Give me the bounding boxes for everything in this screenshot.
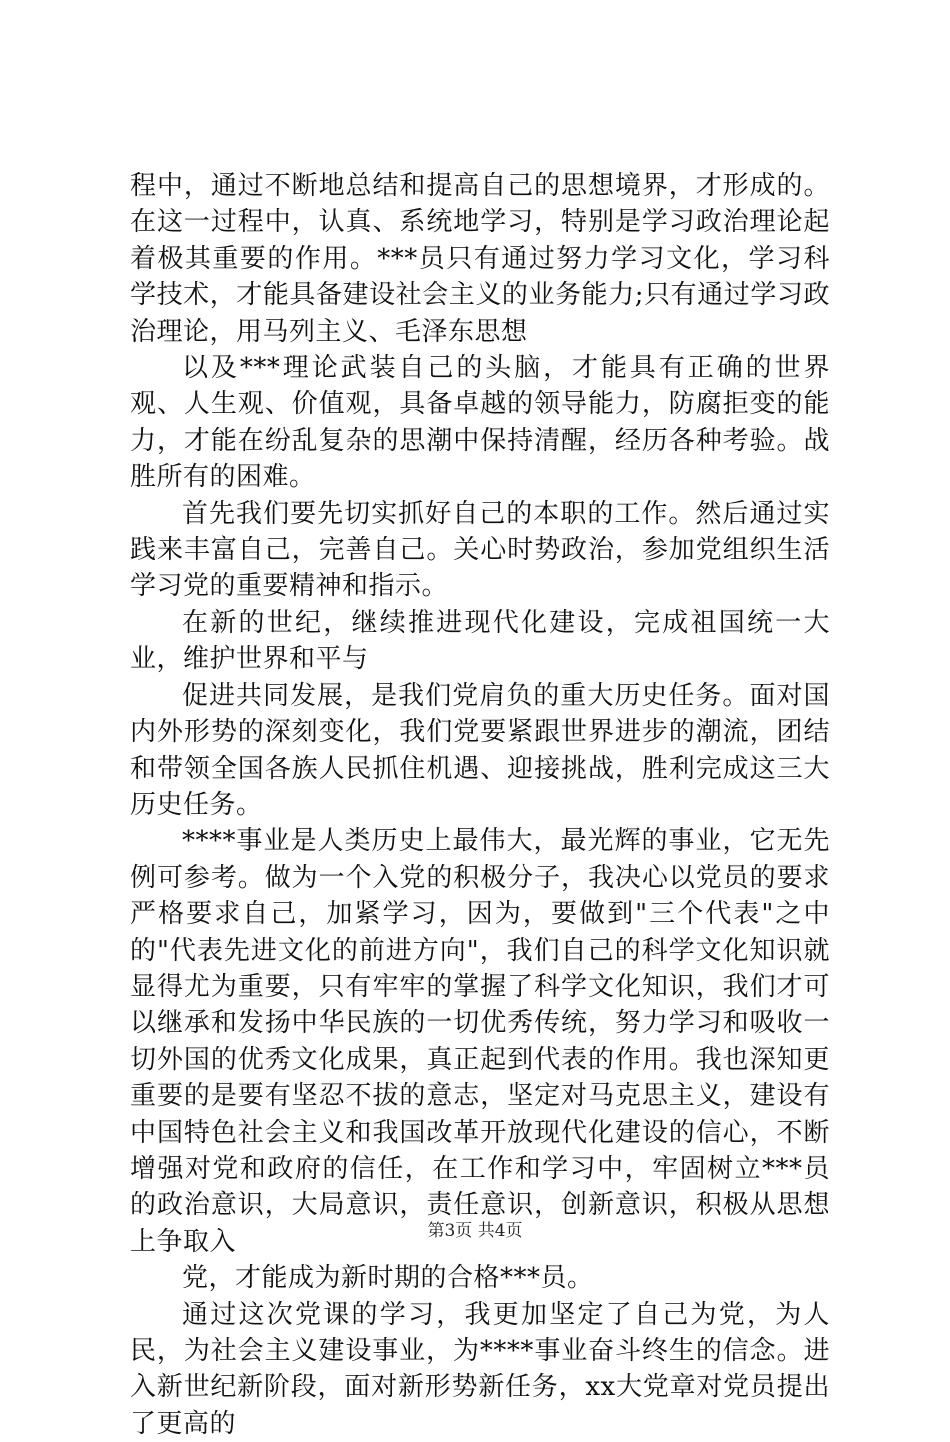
- paragraph-7: 党，才能成为新时期的合格***员。: [182, 1263, 594, 1294]
- document-body: [130, 168, 830, 1442]
- paragraph-6: ****事业是人类历史上最伟大，最光辉的事业，它无先例可参考。做为一个入党的积极分子，我决心以党员的要求严格要求自己，加紧学习，因为，要做到"三个代表"之中的"代表先进文化的前进方向"，我们自己的科学文化知识就显得尤为重要，只有牢牢的掌握了科学文化知识，我们才可以继承和发扬中华民族的一切优秀传统，努力学习和吸收一切外国的优秀文化成果，真正起到代表的作用。我也深知更重要的是要有坚忍不拔的意志，坚定对马克思主义，建设有中国特色社会主义和我国改革开放现代化建设的信心，不断增强对党和政府的信任，在工作和学习中，牢固树立***员的政治意识，大局意识，责任意识，创新意识，积极从思想上争取入: [130, 826, 830, 1257]
- paragraph-1: 程中，通过不断地总结和提高自己的思想境界，才形成的。在这一过程中，认真、系统地学习，特别是学习政治理论起着极其重要的作用。***员只有通过努力学习文化，学习科学技术，才能具备建设社会主义的业务能力;只有通过学习政治理论，用马列主义、毛泽东思想: [130, 171, 830, 347]
- paragraph-3: 首先我们要先切实抓好自己的本职的工作。然后通过实践来丰富自己，完善自己。关心时势政治，参加党组织生活学习党的重要精神和指示。: [130, 498, 830, 602]
- paragraph-2: 以及***理论武装自己的头脑，才能具有正确的世界观、人生观、价值观，具备卓越的领导能力，防腐拒变的能力，才能在纷乱复杂的思潮中保持清醒，经历各种考验。战胜所有的困难。: [130, 353, 830, 493]
- paragraph-5: 促进共同发展，是我们党肩负的重大历史任务。面对国内外形势的深刻变化，我们党要紧跟世界进步的潮流，团结和带领全国各族人民抓住机遇、迎接挑战，胜利完成这三大历史任务。: [130, 680, 830, 820]
- paragraph-4: 在新的世纪，继续推进现代化建设，完成祖国统一大业，维护世界和平与: [130, 607, 830, 675]
- page-number-footer: 第3页 共4页: [427, 1221, 523, 1241]
- paragraph-8: 通过这次党课的学习，我更加坚定了自己为党，为人民，为社会主义建设事业，为****事业奋斗终生的信念。进入新世纪新阶段，面对新形势新任务，xx大党章对党员提出了更高的: [130, 1299, 830, 1439]
